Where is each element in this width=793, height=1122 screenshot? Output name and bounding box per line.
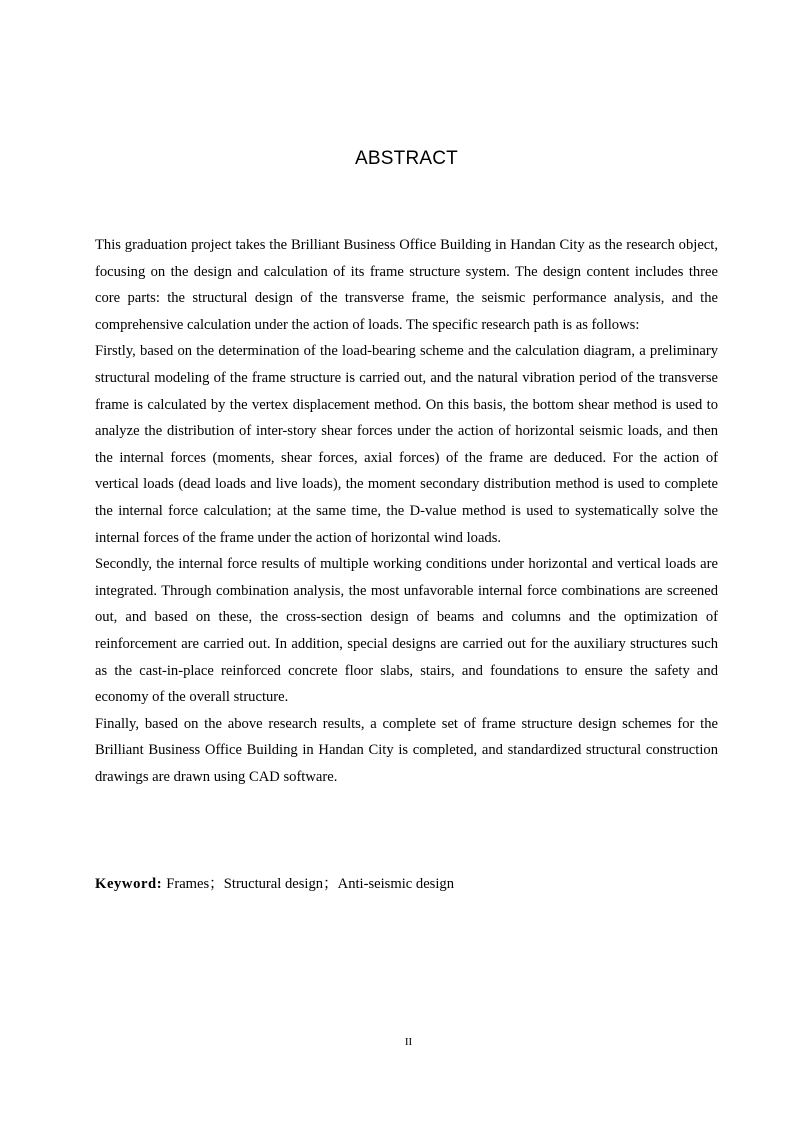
abstract-title: ABSTRACT: [355, 148, 458, 169]
abstract-body: [95, 232, 718, 790]
keywords-label: Keyword:: [95, 876, 163, 892]
abstract-paragraph-secondly: Secondly, the internal force results of multiple working conditions under horizontal and vertical loads are integrated. Through combination analysis, the most unfavorable internal force combinations are screened out, and based on these, the cross-section design of beams and columns and the optimization of reinforcement are carried out. In addition, special designs are carried out for the auxiliary structures such as the cast-in-place reinforced concrete floor slabs, stairs, and foundations to ensure the safety and economy of the overall structure.: [95, 556, 718, 706]
keywords-text: Frames；Structural design；Anti-seismic design: [166, 876, 454, 892]
abstract-paragraph-intro: This graduation project takes the Brilliant Business Office Building in Handan City as the research object, focusing on the design and calculation of its frame structure system. The design content includes three core parts: the structural design of the transverse frame, the seismic performance analysis, and the comprehensive calculation under the action of loads. The specific research path is as follows:: [95, 237, 718, 333]
page-number: II: [404, 1036, 413, 1048]
abstract-paragraph-firstly: Firstly, based on the determination of the load-bearing scheme and the calculation diagram, a preliminary structural modeling of the frame structure is carried out, and the natural vibration period of the transverse frame is calculated by the vertex displacement method. On this basis, the bottom shear method is used to analyze the distribution of inter-story shear forces under the action of horizontal seismic loads, and then the internal forces (moments, shear forces, axial forces) of the frame are deduced. For the action of vertical loads (dead loads and live loads), the moment secondary distribution method is used to complete the internal force calculation; at the same time, the D-value method is used to systematically solve the internal forces of the frame under the action of horizontal wind loads.: [95, 343, 718, 546]
keywords-line: [95, 871, 718, 897]
abstract-paragraph-finally: Finally, based on the above research results, a complete set of frame structure design schemes for the Brilliant Business Office Building in Handan City is completed, and standardized structural construction drawings are drawn using CAD software.: [95, 715, 718, 785]
